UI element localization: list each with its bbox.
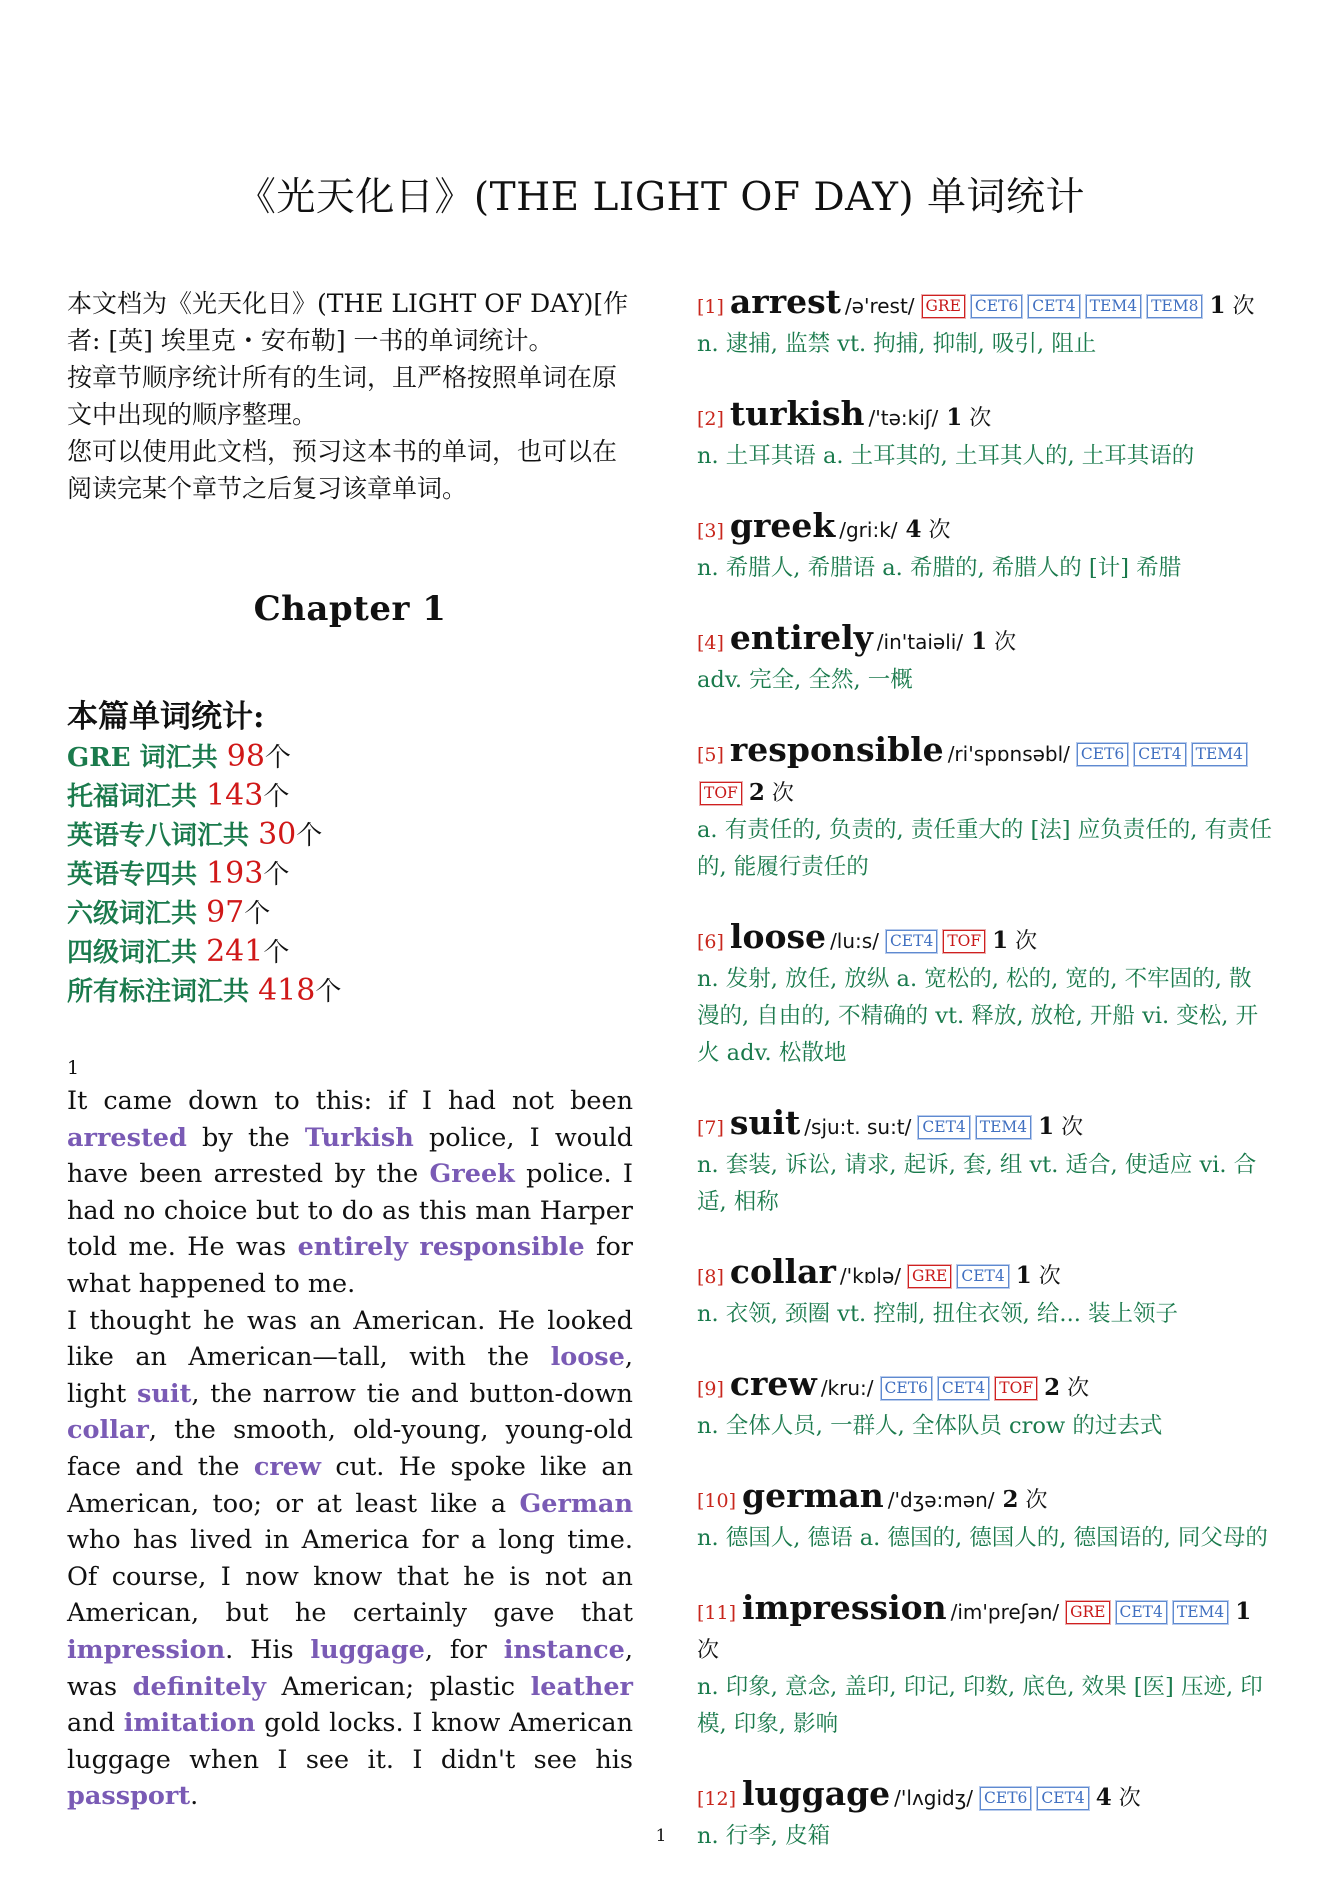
entry-count-unit: 次 (1232, 294, 1255, 319)
entry-count: 1 (1038, 1113, 1055, 1140)
entry-definition: a. 有责任的, 负责的, 责任重大的 [法] 应负责任的, 有责任的, 能履行责任的 (697, 817, 1272, 880)
entry-index: [6] (697, 931, 724, 953)
stats-unit: 个 (263, 938, 290, 968)
vocab-entry (697, 283, 1272, 363)
stats-label: 英语专八词汇共 (67, 821, 259, 851)
level-tag: CET6 (971, 295, 1022, 318)
stats-unit: 个 (263, 782, 290, 812)
entry-word: responsible (729, 730, 944, 769)
level-tag: TOF (943, 930, 985, 953)
stats-label: 四级词汇共 (67, 938, 207, 968)
vocab-entry (697, 619, 1272, 699)
entry-phonetic: /in'taiəli/ (876, 630, 964, 654)
entry-word: suit (729, 1103, 801, 1142)
vocab-highlight: entirely (297, 1232, 408, 1263)
entry-phonetic: /'dʒə:mən/ (887, 1488, 995, 1512)
stats-unit: 个 (264, 743, 291, 773)
paragraph-number: 1 (67, 1057, 80, 1079)
entry-word: loose (729, 917, 827, 956)
vocab-highlight: passport (67, 1781, 191, 1812)
vocab-entry (697, 918, 1272, 1072)
stats-unit: 个 (315, 977, 342, 1007)
stats-heading: 本篇单词统计: (67, 699, 265, 735)
stats-value: 97 (206, 895, 245, 930)
entry-index: [3] (697, 520, 724, 542)
vocab-entry (697, 1589, 1272, 1743)
entry-count-unit: 次 (1025, 1488, 1048, 1513)
page-title: 《光天化日》(THE LIGHT OF DAY) 单词统计 (236, 175, 1086, 221)
entry-index: [9] (697, 1378, 724, 1400)
vocab-highlight: luggage (310, 1634, 425, 1665)
level-tag: CET6 (980, 1787, 1031, 1810)
entry-word: impression (742, 1588, 947, 1627)
stats-value: 30 (258, 817, 297, 852)
entry-index: [10] (697, 1490, 737, 1512)
stats-value: 143 (206, 778, 264, 813)
level-tag: GRE (908, 1265, 951, 1288)
entry-definition: adv. 完全, 全然, 一概 (697, 667, 913, 693)
passage-paragraph: It came down to this: if I had not been arrested by the Turkish police, I would have been arrested by the Greek police. I had no choice but to do as this man Harper told me. He was entirely responsible for what happened to me. (67, 1086, 633, 1299)
vocab-highlight: definitely (132, 1671, 266, 1702)
level-tag: CET4 (957, 1265, 1008, 1288)
intro-line: 按章节顺序统计所有的生词，且严格按照单词在原文中出现的顺序整理。 (67, 363, 618, 429)
entry-definition: n. 印象, 意念, 盖印, 印记, 印数, 底色, 效果 [医] 压迹, 印模, 印象, 影响 (697, 1674, 1263, 1737)
vocab-highlight: suit (137, 1378, 192, 1409)
entry-phonetic: /sju:t. su:t/ (804, 1115, 912, 1139)
stats-value: 98 (226, 739, 265, 774)
vocab-highlight: Greek (429, 1159, 515, 1190)
entry-index: [5] (697, 744, 724, 766)
entry-head (697, 1253, 1272, 1296)
vocab-highlight: German (519, 1488, 633, 1519)
level-tag: TEM4 (1173, 1601, 1228, 1624)
entry-word: luggage (742, 1774, 891, 1813)
vocab-highlight: impression (67, 1634, 226, 1665)
vocab-highlight: responsible (419, 1232, 585, 1263)
entry-phonetic: /'kɒlə/ (839, 1264, 901, 1288)
entry-count: 1 (1209, 292, 1226, 319)
entry-count: 4 (905, 516, 922, 543)
entry-definition: n. 德国人, 德语 a. 德国的, 德国人的, 德国语的, 同父母的 (697, 1525, 1268, 1551)
entry-head (697, 1589, 1272, 1669)
vocab-highlight: instance (503, 1634, 625, 1665)
entry-count: 1 (971, 628, 988, 655)
level-tag: CET4 (1134, 743, 1185, 766)
level-tag: CET4 (938, 1377, 989, 1400)
entry-count-unit: 次 (771, 781, 794, 806)
level-tag: TEM4 (1192, 743, 1247, 766)
entry-count-unit: 次 (1061, 1115, 1084, 1140)
stats-item (67, 933, 633, 972)
stats-value: 241 (206, 934, 264, 969)
entry-phonetic: /ə'rest/ (844, 294, 915, 318)
vocab-entry (697, 395, 1272, 475)
entry-count-unit: 次 (1038, 1264, 1061, 1289)
chapter-title: Chapter 1 (253, 589, 447, 629)
entry-count-unit: 次 (928, 518, 951, 543)
vocab-entry (697, 1365, 1272, 1445)
stats-list (67, 738, 633, 1011)
entry-phonetic: /lu:s/ (830, 929, 879, 953)
stats-unit: 个 (296, 821, 323, 851)
vocab-entry (697, 731, 1272, 886)
entry-definition: n. 发射, 放任, 放纵 a. 宽松的, 松的, 宽的, 不牢固的, 散漫的, 自由的, 不精确的 vt. 释放, 放枪, 开船 vi. 变松, 开火 adv. 松散地 (697, 966, 1259, 1066)
stats-item (67, 816, 633, 855)
entry-definition: n. 土耳其语 a. 土耳其的, 土耳其人的, 土耳其语的 (697, 443, 1195, 469)
stats-item (67, 777, 633, 816)
entry-word: crew (729, 1364, 817, 1403)
level-tag: GRE (922, 295, 965, 318)
stats-item (67, 972, 633, 1011)
entry-count-unit: 次 (1118, 1786, 1141, 1811)
entry-head (697, 507, 1272, 550)
level-tag: CET6 (881, 1377, 932, 1400)
entry-word: collar (729, 1252, 836, 1291)
entry-word: turkish (729, 394, 865, 433)
stats-label: 英语专四共 (67, 860, 207, 890)
stats-label: 六级词汇共 (67, 899, 207, 929)
entry-phonetic: /kru:/ (820, 1376, 874, 1400)
stats-value: 193 (206, 856, 264, 891)
level-tag: CET4 (1028, 295, 1079, 318)
stats-item (67, 855, 633, 894)
entry-word: german (742, 1476, 884, 1515)
entry-definition: n. 逮捕, 监禁 vt. 拘捕, 抑制, 吸引, 阻止 (697, 331, 1097, 357)
stats-item (67, 894, 633, 933)
entry-count-unit: 次 (1067, 1376, 1090, 1401)
entry-phonetic: /'lʌgidʒ/ (894, 1786, 974, 1810)
level-tag: TEM4 (976, 1116, 1031, 1139)
vocab-highlight: leather (530, 1671, 633, 1702)
entry-index: [1] (697, 296, 724, 318)
entry-index: [8] (697, 1266, 724, 1288)
entry-head (697, 1365, 1272, 1408)
stats-item (67, 738, 633, 777)
intro-line: 本文档为《光天化日》(THE LIGHT OF DAY)[作者: [英] 埃里克・安布勒] 一书的单词统计。 (67, 289, 629, 355)
intro (67, 285, 633, 507)
entry-count: 1 (992, 927, 1009, 954)
entry-count: 1 (1015, 1262, 1032, 1289)
entry-count-unit: 次 (1015, 929, 1038, 954)
level-tag: GRE (1066, 1601, 1109, 1624)
entry-count: 1 (946, 404, 963, 431)
vocab-highlight: loose (550, 1342, 625, 1373)
stats-label: 托福词汇共 (67, 782, 207, 812)
entry-phonetic: /im'preʃən/ (950, 1600, 1060, 1624)
entry-index: [4] (697, 632, 724, 654)
level-tag: TOF (700, 782, 742, 805)
level-tag: TEM8 (1147, 295, 1202, 318)
vocab-highlight: Turkish (304, 1122, 414, 1153)
level-tag: CET4 (1037, 1787, 1088, 1810)
entry-count-unit: 次 (994, 630, 1017, 655)
vocab-entry (697, 1253, 1272, 1333)
entry-phonetic: /ri'spɒnsəbl/ (947, 742, 1070, 766)
entry-word: greek (729, 506, 836, 545)
entry-head (697, 1104, 1272, 1147)
entry-count: 2 (748, 779, 765, 806)
stats-unit: 个 (263, 860, 290, 890)
entry-count: 2 (1044, 1374, 1061, 1401)
level-tag: TOF (995, 1377, 1037, 1400)
entry-phonetic: /gri:k/ (839, 518, 898, 542)
entry-head (697, 395, 1272, 438)
vocab-entry (697, 507, 1272, 587)
level-tag: CET4 (886, 930, 937, 953)
stats-label: GRE 词汇共 (67, 743, 227, 773)
entry-index: [2] (697, 408, 724, 430)
entry-definition: n. 套装, 诉讼, 请求, 起诉, 套, 组 vt. 适合, 使适应 vi. 合适, 相称 (697, 1152, 1257, 1215)
entry-index: [12] (697, 1788, 737, 1810)
entry-phonetic: /'tə:kiʃ/ (868, 406, 939, 430)
vocab-highlight: crew (253, 1451, 321, 1482)
entry-count: 2 (1002, 1486, 1019, 1513)
page-number: 1 (655, 1826, 667, 1846)
level-tag: CET4 (1116, 1601, 1167, 1624)
entry-head (697, 1477, 1272, 1520)
entry-count-unit: 次 (969, 406, 992, 431)
entry-head (697, 731, 1272, 812)
level-tag: TEM4 (1086, 295, 1141, 318)
entry-count: 1 (1235, 1598, 1252, 1625)
vocab-entry (697, 1104, 1272, 1221)
level-tag: CET4 (918, 1116, 969, 1139)
entry-head (697, 283, 1272, 326)
entry-index: [7] (697, 1117, 724, 1139)
entry-definition: n. 衣领, 颈圈 vt. 控制, 扭住衣领, 给... 装上领子 (697, 1301, 1179, 1327)
entry-word: entirely (729, 618, 873, 657)
vocab-list (697, 283, 1272, 1887)
entry-head (697, 619, 1272, 662)
passage-paragraph: I thought he was an American. He looked like an American—tall, with the loose, light suit, the narrow tie and button-down collar, the smooth, old-young, young-old face and the crew cut. He spoke like an American, too; or at least like a German who has lived in America for a long time. Of course, I now know that he is not an American, but he certainly gave that impression. His luggage, for instance, was definitely American; plastic leather and imitation gold locks. I know American luggage when I see it. I didn't see his passport. (67, 1305, 634, 1812)
entry-word: arrest (729, 282, 841, 321)
passage (67, 1083, 633, 1815)
vocab-highlight: collar (67, 1415, 149, 1446)
vocab-entry (697, 1477, 1272, 1557)
entry-definition: n. 希腊人, 希腊语 a. 希腊的, 希腊人的 [计] 希腊 (697, 555, 1182, 581)
vocab-highlight: arrested (67, 1122, 187, 1153)
entry-definition: n. 行李, 皮箱 (697, 1823, 831, 1849)
entry-count: 4 (1095, 1784, 1112, 1811)
entry-head (697, 918, 1272, 961)
entry-count-unit: 次 (697, 1638, 720, 1663)
vocab-highlight: imitation (123, 1708, 256, 1739)
entry-head (697, 1775, 1272, 1818)
stats-unit: 个 (244, 899, 271, 929)
level-tag: CET6 (1077, 743, 1128, 766)
left-column (67, 285, 633, 1815)
stats-label: 所有标注词汇共 (67, 977, 259, 1007)
entry-definition: n. 全体人员, 一群人, 全体队员 crow 的过去式 (697, 1413, 1163, 1439)
entry-index: [11] (697, 1602, 737, 1624)
stats-value: 418 (258, 973, 316, 1008)
intro-line: 您可以使用此文档，预习这本书的单词，也可以在阅读完某个章节之后复习该章单词。 (67, 437, 618, 503)
